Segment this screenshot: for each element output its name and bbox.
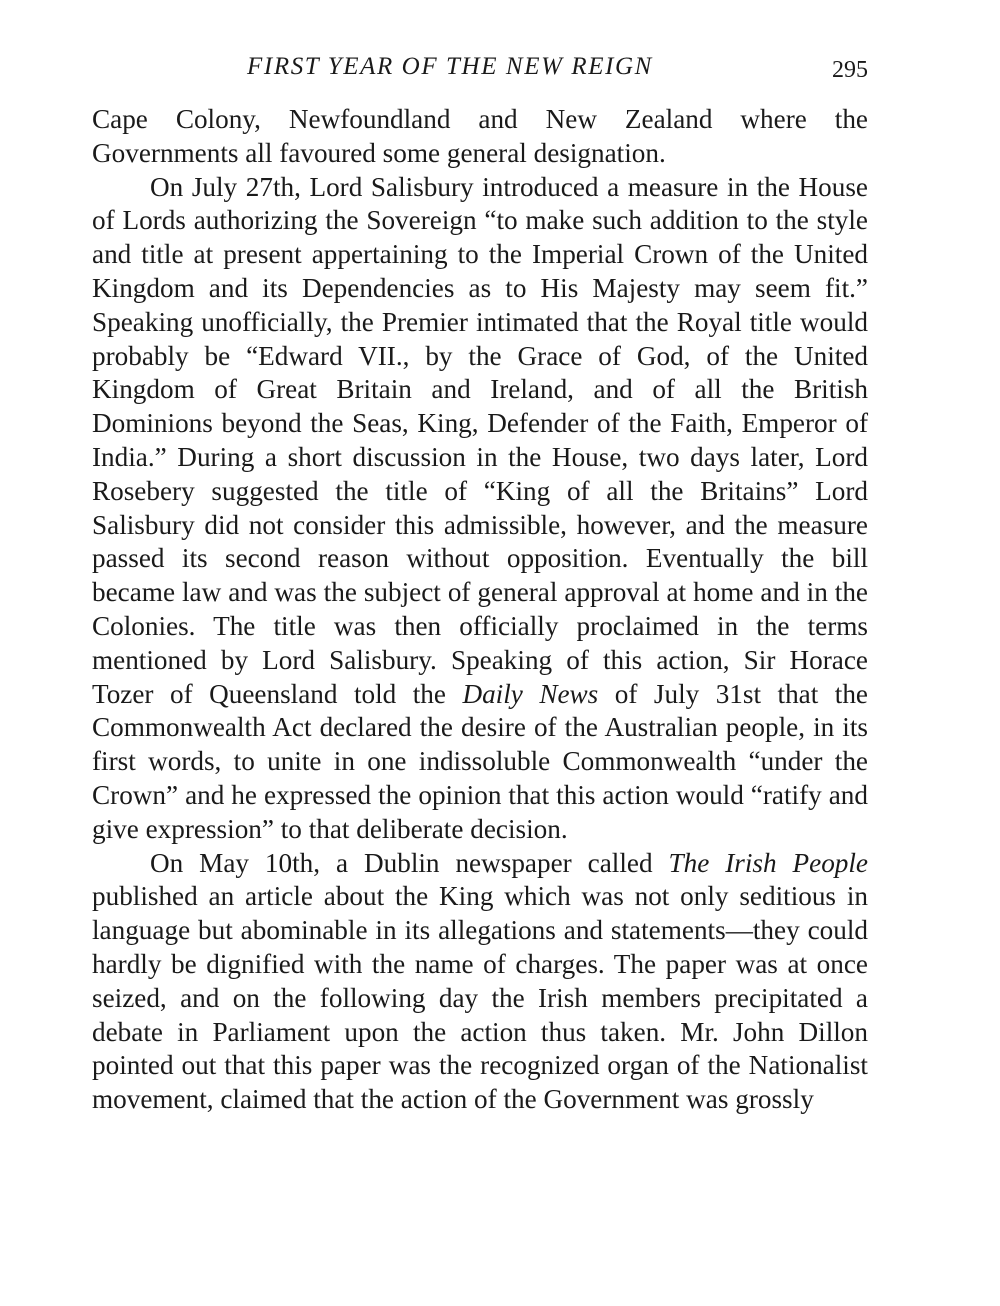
paragraph-royal-title bbox=[92, 171, 868, 847]
page-number: 295 bbox=[832, 57, 868, 83]
paragraph-irish-people bbox=[92, 847, 868, 1117]
paragraph-continuation bbox=[92, 103, 868, 171]
running-head bbox=[92, 50, 868, 84]
paragraph-text: published an article about the King which was not only seditious in language but abominable in its allegations and statements—they could hardly be dignified with the name of charges. The paper was at once seized, and on the following day the Irish members precipitated a debate in Parliament upon the action thus taken. Mr. John Dillon pointed out that this paper was the recognized organ of the Nationalist movement, claimed that the action of the Government was grossly bbox=[92, 881, 868, 1115]
paragraph-text: On May 10th, a Dublin newspaper called bbox=[150, 847, 653, 878]
paragraph-text: On July 27th, Lord Salisbury introduced a measure in the House of Lords authorizing the Sovereign “to make such addition to the style and title at present appertaining to the Imperial Crown of the United Kingdom and its Dependencies as to His Majesty may seem fit.” Speaking unofficially, the Premier intimated that the Royal title would probably be “Edward VII., by the Grace of God, of the United Kingdom of Great Britain and Ireland, and of all the British Dominions beyond the Seas, King, Defender of the Faith, Emperor of India.” During a short discussion in the House, two days later, Lord Rosebery suggested the title of “King of all the Britains” Lord Salisbury did not consider this admissible, however, and the measure passed its second reason without opposition. Eventually the bill became law and was the subject of general approval at home and in the Colonies. The title was then officially proclaimed in the terms mentioned by Lord Salisbury. Speaking of this action, Sir Horace Tozer of Queensland told the bbox=[92, 171, 868, 709]
running-title: FIRST YEAR OF THE NEW REIGN bbox=[247, 53, 653, 80]
newspaper-title: Daily News bbox=[462, 678, 599, 709]
paragraph-text: Cape Colony, Newfoundland and New Zealand where the Governments all favoured some general designation. bbox=[92, 104, 868, 168]
paragraph-text: of July 31st that the Commonwealth Act declared the desire of the Australian people, in its first words, to unite in one indissoluble Commonwealth “under the Crown” and he expressed the opinion that this action would “ratify and give expression” to that deliberate decision. bbox=[92, 678, 868, 844]
body-text bbox=[92, 103, 868, 1117]
newspaper-title: The Irish People bbox=[668, 847, 868, 878]
